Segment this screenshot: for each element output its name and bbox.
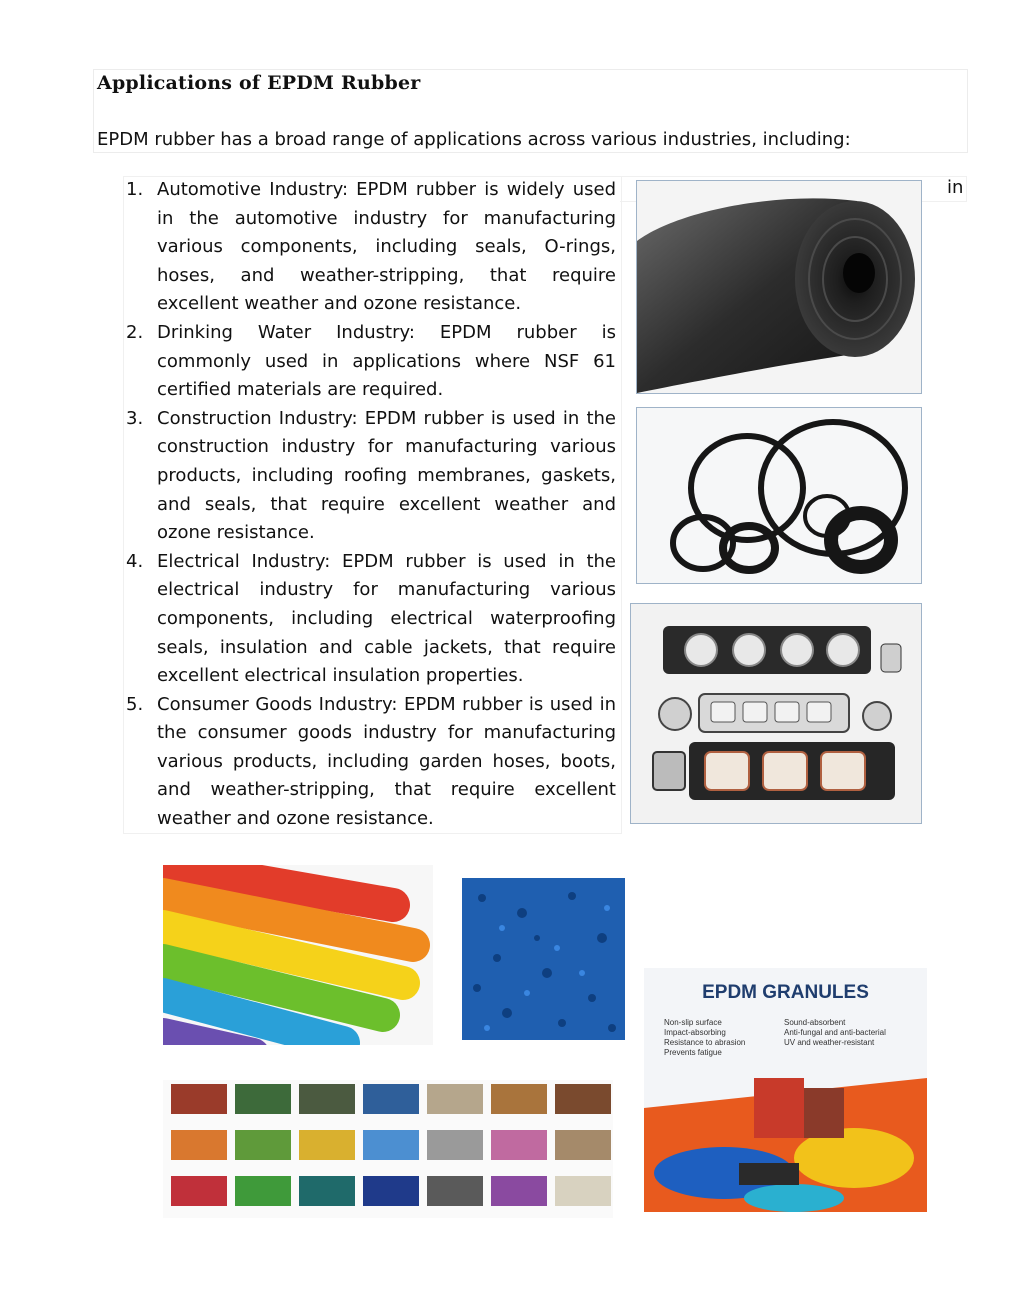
intro-paragraph: EPDM rubber has a broad range of applications across various industries, including: [97, 129, 851, 150]
list-item: 2. Drinking Water Industry: EPDM rubber is commonly used in applications where NSF 61 certified materials are required. [126, 321, 616, 401]
color-swatch [171, 1176, 227, 1206]
color-swatch [491, 1084, 547, 1114]
ad-feature: UV and weather-resistant [784, 1038, 875, 1047]
list-item: 5. Consumer Goods Industry: EPDM rubber is used in the consumer goods industry for manufacturing various products, including garden hoses, boots, and weather-stripping, that require excellent weather and ozone resistance. [126, 693, 616, 830]
list-item: 3. Construction Industry: EPDM rubber is used in the construction industry for manufacturing various products, including roofing membranes, gaskets, and seals, that require excellent weather and ozone resistance. [126, 407, 616, 544]
color-swatch [235, 1176, 291, 1206]
color-swatch [427, 1176, 483, 1206]
list-item-text: Construction Industry: EPDM rubber is used in the construction industry for manufacturing various products, including roofing membranes, gaskets, and seals, that require excellent weather and ozone resistance. [157, 407, 616, 544]
color-swatch [299, 1130, 355, 1160]
color-swatch [491, 1130, 547, 1160]
list-item-text: Consumer Goods Industry: EPDM rubber is used in the consumer goods industry for manufacturing various products, including garden hoses, boots, and weather-stripping, that require excellent weather and ozone resistance. [157, 693, 616, 830]
list-item: 1. Automotive Industry: EPDM rubber is widely used in the automotive industry for manufacturing various components, including seals, O-rings, hoses, and weather-stripping, that require excellent weather and ozone resistance. [126, 179, 616, 315]
color-swatch [299, 1176, 355, 1206]
ad-title: EPDM GRANULES [702, 982, 869, 1003]
o-rings-image [636, 407, 922, 584]
color-swatch [171, 1130, 227, 1160]
color-swatch [299, 1084, 355, 1114]
color-swatch [555, 1176, 611, 1206]
blue-granules-image [462, 878, 625, 1040]
epdm-granules-ad [644, 968, 927, 1212]
list-item: 4. Electrical Industry: EPDM rubber is used in the electrical industry for manufacturing various components, including electrical waterproofing seals, insulation and cable jackets, that require excellent electrical insulation properties. [126, 550, 616, 687]
list-item-text: Electrical Industry: EPDM rubber is used in the electrical industry for manufacturing various components, including electrical waterproofing seals, insulation and cable jackets, that require excellent electrical insulation properties. [157, 550, 616, 687]
color-swatch [363, 1130, 419, 1160]
color-swatch [427, 1130, 483, 1160]
ad-feature: Anti-fungal and anti-bacterial [784, 1028, 886, 1037]
color-swatch [427, 1084, 483, 1114]
ad-feature: Sound-absorbent [784, 1018, 846, 1027]
ad-feature: Non-slip surface [664, 1018, 722, 1027]
color-swatch [555, 1130, 611, 1160]
ad-feature: Impact-absorbing [664, 1028, 726, 1037]
stray-text: in [947, 177, 964, 198]
color-swatch [363, 1176, 419, 1206]
ad-features-left [664, 1018, 745, 1058]
page-title: Applications of EPDM Rubber [97, 72, 421, 94]
color-swatch [235, 1130, 291, 1160]
rainbow-granules-image [163, 865, 433, 1045]
color-swatch-chart [163, 1080, 613, 1218]
rubber-roll-image [636, 180, 922, 394]
color-swatch [235, 1084, 291, 1114]
ad-feature: Resistance to abrasion [664, 1038, 746, 1047]
color-swatch [555, 1084, 611, 1114]
color-swatch [363, 1084, 419, 1114]
applications-list [124, 176, 616, 834]
ad-feature: Prevents fatigue [664, 1048, 722, 1057]
ad-features-right [784, 1018, 886, 1048]
list-item-text: Drinking Water Industry: EPDM rubber is commonly used in applications where NSF 61 certified materials are required. [157, 321, 616, 401]
gasket-set-image [630, 603, 922, 824]
list-item-text: Automotive Industry: EPDM rubber is widely used in the automotive industry for manufacturing various components, including seals, O-rings, hoses, and weather-stripping, that require excellent weather and ozone resistance. [157, 179, 616, 315]
color-swatch [171, 1084, 227, 1114]
color-swatch [491, 1176, 547, 1206]
